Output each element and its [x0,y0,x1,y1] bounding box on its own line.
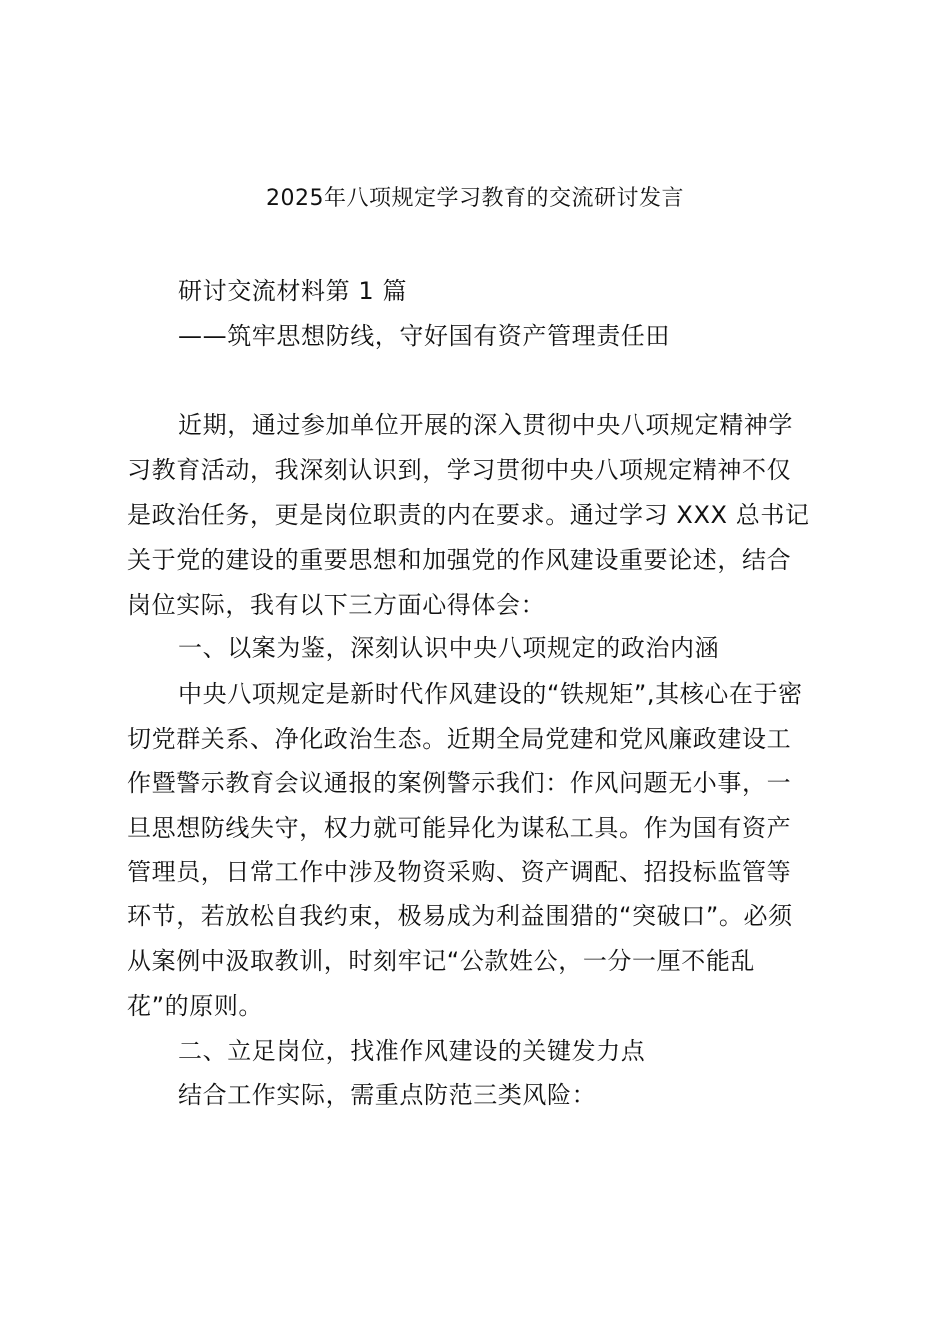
paragraph-line: 是政治任务，更是岗位职责的内在要求。通过学习 XXX 总书记 [127,501,810,529]
paragraph-line: 旦思想防线失守，权力就可能异化为谋私工具。作为国有资产 [127,814,792,842]
document-title: 2025年八项规定学习教育的交流研讨发言 [266,186,684,211]
paragraph-line: 作暨警示教育会议通报的案例警示我们：作风问题无小事，一 [127,769,792,797]
document-subtitle-theme: ——筑牢思想防线，守好国有资产管理责任田 [178,322,670,350]
section-heading-2: 二、立足岗位，找准作风建设的关键发力点 [178,1037,646,1065]
paragraph-line: 关于党的建设的重要思想和加强党的作风建设重要论述，结合 [127,546,792,574]
paragraph-line: 岗位实际，我有以下三方面心得体会： [127,591,546,619]
section-heading-1: 一、以案为鉴，深刻认识中央八项规定的政治内涵 [178,634,720,662]
paragraph-line: 结合工作实际，需重点防范三类风险： [178,1081,597,1109]
paragraph-line: 习教育活动，我深刻认识到，学习贯彻中央八项规定精神不仅 [127,456,792,484]
paragraph-line: 环节，若放松自我约束，极易成为利益围猎的“突破口”。必须 [127,902,793,930]
document-subtitle: 研讨交流材料第 1 篇 [178,277,408,305]
paragraph-line: 管理员，日常工作中涉及物资采购、资产调配、招投标监管等 [127,858,792,886]
paragraph-line: 从案例中汲取教训，时刻牢记“公款姓公，一分一厘不能乱 [127,947,756,975]
paragraph-line: 切党群关系、净化政治生态。近期全局党建和党风廉政建设工 [127,725,792,753]
paragraph-line: 近期，通过参加单位开展的深入贯彻中央八项规定精神学 [178,411,793,439]
paragraph-line: 花”的原则。 [127,992,264,1020]
paragraph-line: 中央八项规定是新时代作风建设的“铁规矩”,其核心在于密 [178,680,803,708]
